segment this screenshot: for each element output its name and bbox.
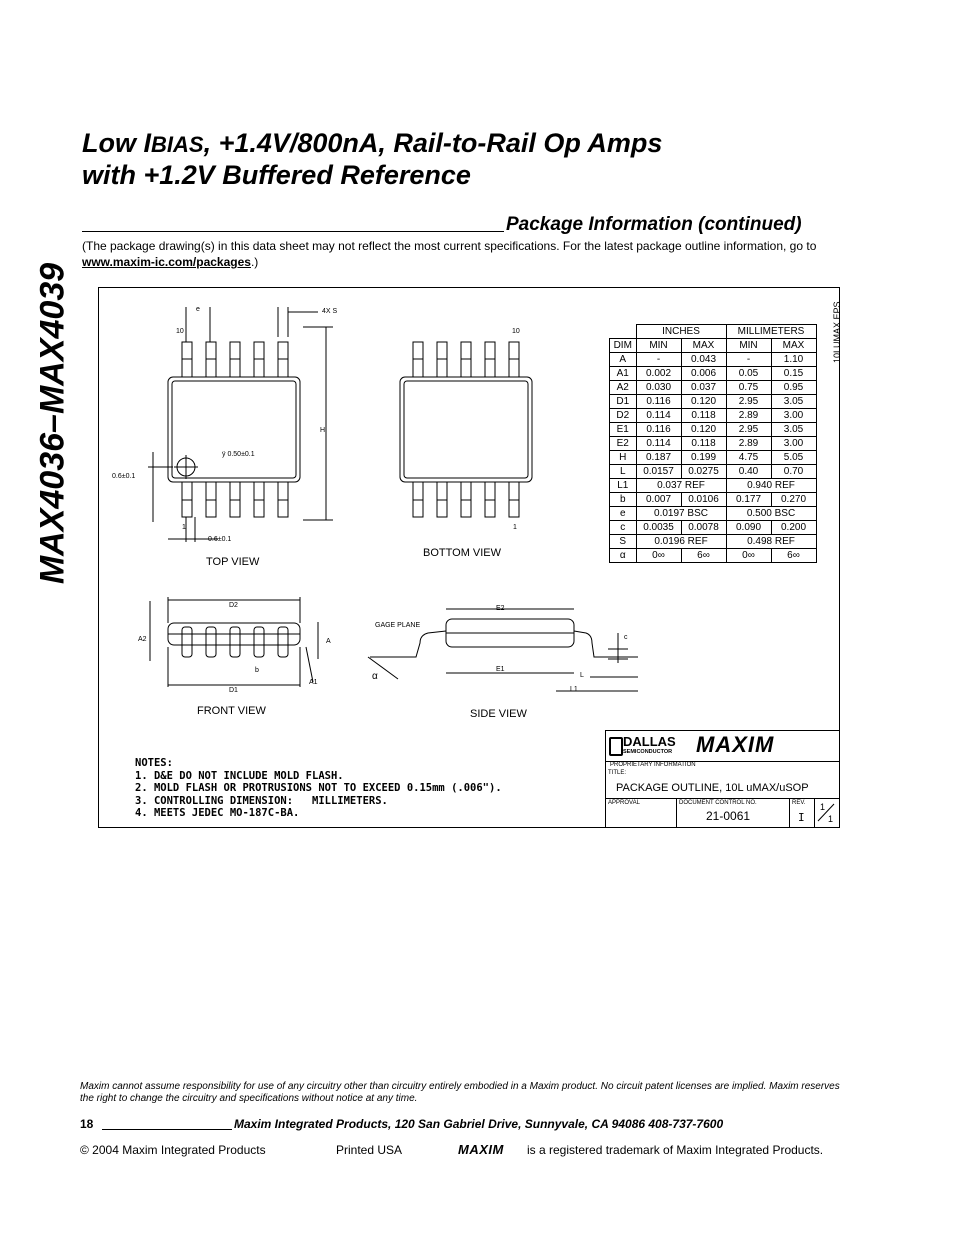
cell: 0.030: [636, 381, 681, 395]
cell: e: [610, 507, 637, 521]
cell: 2.89: [726, 437, 771, 451]
label-dim-left: 0.6±0.1: [112, 473, 136, 480]
cell: 0.70: [771, 465, 816, 479]
cell: 0.0157: [636, 465, 681, 479]
dallas-logo-icon: [609, 737, 623, 756]
cell: 1.10: [771, 353, 816, 367]
table-row: [610, 535, 817, 549]
label-side-view: SIDE VIEW: [470, 708, 527, 720]
cell: 0.0197 BSC: [636, 507, 726, 521]
cell: 0.116: [636, 395, 681, 409]
col-header: MAX: [771, 339, 816, 353]
col-header: DIM: [610, 339, 637, 353]
package-outline-title: PACKAGE OUTLINE, 10L uMAX/uSOP: [616, 782, 809, 794]
section-heading: Package Information (continued): [506, 214, 802, 235]
intro-tail: .): [250, 255, 259, 269]
cell: E2: [610, 437, 637, 451]
cell: 3.05: [771, 423, 816, 437]
side-part-title: MAX4036–MAX4039: [33, 262, 72, 585]
cell: A2: [610, 381, 637, 395]
table-row: [610, 521, 817, 535]
label-e: e: [196, 306, 200, 313]
copyright: © 2004 Maxim Integrated Products: [80, 1143, 266, 1157]
company-address: Maxim Integrated Products, 120 San Gabriel Drive, Sunnyvale, CA 94086 408-737-7600: [234, 1117, 724, 1131]
cell: D1: [610, 395, 637, 409]
maxim-logo: MAXIM: [696, 732, 775, 757]
section-rule: [82, 231, 504, 232]
label-gage-plane: GAGE PLANE: [375, 622, 421, 629]
page-number: 18: [80, 1117, 94, 1131]
cell: 2.89: [726, 409, 771, 423]
label-e1: E1: [496, 666, 505, 673]
semiconductor-text: SEMICONDUCTOR: [623, 749, 673, 755]
col-header: MIN: [726, 339, 771, 353]
packages-link[interactable]: www.maxim-ic.com/packages: [82, 255, 251, 269]
label-pin10-bottom: 10: [512, 328, 520, 335]
table-row: [610, 353, 817, 367]
cell: 0.043: [681, 353, 726, 367]
cell: 0.15: [771, 367, 816, 381]
cell: S: [610, 535, 637, 549]
footer-rule: [102, 1129, 232, 1130]
sheet-slash: [816, 801, 836, 823]
title-line1-pre: Low I: [82, 128, 151, 158]
table-row: [610, 479, 817, 493]
cell: -: [726, 353, 771, 367]
cell: 0.200: [771, 521, 816, 535]
intro-body: (The package drawing(s) in this data sheet may not reflect the most current specifications. For the latest package outline information, go to: [82, 239, 817, 253]
label-top-view: TOP VIEW: [206, 556, 260, 568]
cell: 0.940 REF: [726, 479, 816, 493]
label-a2: A2: [138, 636, 147, 643]
label-alpha: α: [372, 671, 378, 682]
col-header: MIN: [636, 339, 681, 353]
cell: L1: [610, 479, 637, 493]
label-d1: D1: [229, 687, 238, 694]
cell: 0.002: [636, 367, 681, 381]
cell: 4.75: [726, 451, 771, 465]
label-4xs: 4X S: [322, 308, 338, 315]
cell: 0.498 REF: [726, 535, 816, 549]
page-title: [82, 128, 662, 191]
table-row: [610, 423, 817, 437]
table-row: [610, 437, 817, 451]
cell: 3.00: [771, 437, 816, 451]
intro-text: [82, 238, 858, 270]
label-a: A: [326, 638, 331, 645]
cell: 0.199: [681, 451, 726, 465]
cell: 0.090: [726, 521, 771, 535]
table-row: [610, 395, 817, 409]
group-header-mm: MILLIMETERS: [726, 325, 816, 339]
label-dim-bottom: 0.6±0.1: [208, 536, 232, 543]
cell: 0.114: [636, 409, 681, 423]
label-h: H: [320, 427, 326, 434]
cell: c: [610, 521, 637, 535]
cell: L: [610, 465, 637, 479]
cell: 0.0035: [636, 521, 681, 535]
title-label: TITLE:: [608, 770, 627, 776]
cell: H: [610, 451, 637, 465]
cell: 0.120: [681, 395, 726, 409]
cell: 0.118: [681, 409, 726, 423]
dallas-logo-text: DALLAS: [623, 734, 676, 749]
label-pin10-top: 10: [176, 328, 184, 335]
drawing-notes: NOTES: 1. D&E DO NOT INCLUDE MOLD FLASH. 2. MOLD FLASH OR PROTRUSIONS NOT TO EXCEED 0.15mm (.006"). 3. CONTROLLING DIMENSION: MILLIMETERS. 4. MEETS JEDEC MO-187C-BA.: [135, 757, 502, 819]
printed-usa: Printed USA: [336, 1143, 403, 1157]
cell: 2.95: [726, 423, 771, 437]
cell: E1: [610, 423, 637, 437]
label-l: L: [580, 672, 584, 679]
cell: D2: [610, 409, 637, 423]
cell: 0∞: [636, 549, 681, 563]
cell: 6∞: [681, 549, 726, 563]
disclaimer: Maxim cannot assume responsibility for use of any circuitry other than circuitry entirely embodied in a Maxim product. No circuit patent licenses are implied. Maxim reserves the right to change the circuitry and specifications without notice at any time.: [80, 1081, 840, 1104]
cell: 0.187: [636, 451, 681, 465]
top-view-body: [168, 377, 300, 482]
table-row: [610, 381, 817, 395]
title-line-1: [82, 128, 662, 160]
cell: 0.0106: [681, 493, 726, 507]
doc-number: 21-0061: [706, 809, 751, 823]
cell: 3.05: [771, 395, 816, 409]
cell: 0.500 BSC: [726, 507, 816, 521]
cell: 3.00: [771, 409, 816, 423]
title-line-2: with +1.2V Buffered Reference: [82, 160, 471, 190]
trademark-text: is a registered trademark of Maxim Integrated Products.: [527, 1143, 824, 1157]
cell: 0.270: [771, 493, 816, 507]
eps-text: 10LUMAX.EPS: [832, 301, 842, 363]
col-header: MAX: [681, 339, 726, 353]
cell: 0.177: [726, 493, 771, 507]
sheet-total: 1: [828, 814, 834, 824]
table-row: [610, 367, 817, 381]
table-row: [610, 549, 817, 563]
title-block: [605, 730, 840, 828]
cell: 0.006: [681, 367, 726, 381]
dimension-table: [609, 324, 817, 563]
cell: A: [610, 353, 637, 367]
label-a1: A1: [309, 679, 318, 686]
cell: 0.0196 REF: [636, 535, 726, 549]
table-row: [610, 507, 817, 521]
group-header-inches: INCHES: [636, 325, 726, 339]
rev-label: REV.: [792, 800, 806, 806]
proprietary-label: PROPRIETARY INFORMATION: [610, 762, 696, 768]
table-row: [610, 409, 817, 423]
cell: 0.120: [681, 423, 726, 437]
eps-label: [818, 285, 848, 365]
cell: 0.0275: [681, 465, 726, 479]
cell: 0.95: [771, 381, 816, 395]
label-dia: ÿ 0.50±0.1: [222, 451, 255, 458]
cell: 0.75: [726, 381, 771, 395]
cell: 6∞: [771, 549, 816, 563]
label-pin1-bottom: 1: [513, 524, 517, 531]
cell: -: [636, 353, 681, 367]
cell: 0.40: [726, 465, 771, 479]
cell: 0.037: [681, 381, 726, 395]
cell: 0.007: [636, 493, 681, 507]
cell: b: [610, 493, 637, 507]
cell: 0.118: [681, 437, 726, 451]
table-row: [610, 493, 817, 507]
bottom-view-body: [400, 377, 532, 482]
label-c: c: [624, 634, 628, 641]
cell: A1: [610, 367, 637, 381]
cell: 0.037 REF: [636, 479, 726, 493]
approval-label: APPROVAL: [608, 800, 640, 806]
cell: 0.116: [636, 423, 681, 437]
doc-control-label: DOCUMENT CONTROL NO.: [679, 800, 757, 806]
label-l1: L1: [570, 686, 578, 693]
cell: α: [610, 549, 637, 563]
label-e2: E2: [496, 605, 505, 612]
cell: 2.95: [726, 395, 771, 409]
cell: 0.114: [636, 437, 681, 451]
label-b: b: [255, 667, 259, 674]
label-pin1-top: 1: [182, 524, 186, 531]
table-row: [610, 465, 817, 479]
rev-value: I: [798, 811, 805, 824]
cell: 0.05: [726, 367, 771, 381]
table-row: [610, 451, 817, 465]
label-front-view: FRONT VIEW: [197, 705, 266, 717]
sheet-number: 1: [820, 802, 826, 812]
label-bottom-view: BOTTOM VIEW: [423, 547, 502, 559]
cell: 0∞: [726, 549, 771, 563]
maxim-footer-logo: MAXIM: [458, 1142, 504, 1157]
cell: 5.05: [771, 451, 816, 465]
title-line1-post: , +1.4V/800nA, Rail-to-Rail Op Amps: [203, 128, 663, 158]
title-bias-subscript: BIAS: [151, 132, 204, 157]
cell: 0.0078: [681, 521, 726, 535]
label-d2: D2: [229, 602, 238, 609]
